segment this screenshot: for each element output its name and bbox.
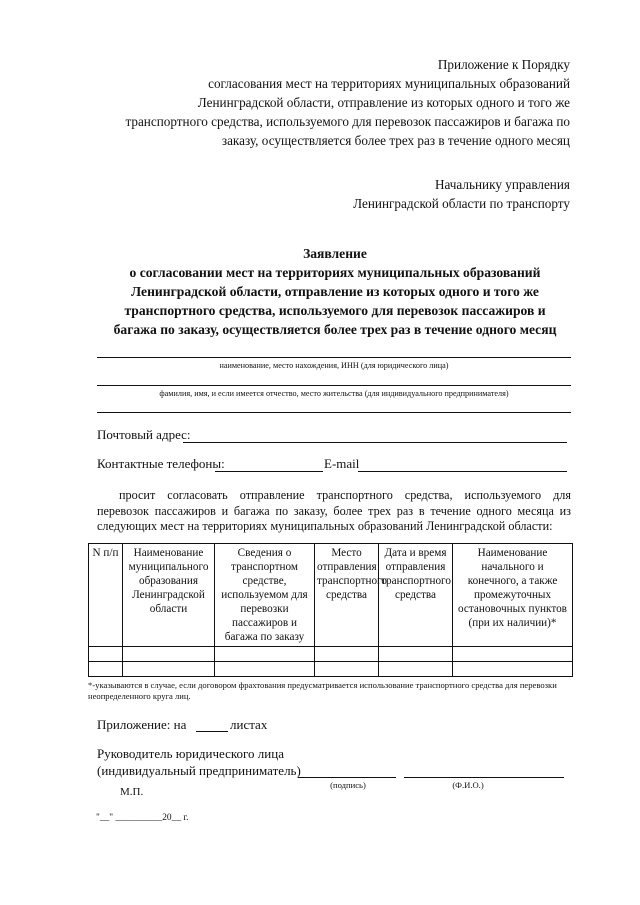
postal-address-label: Почтовый адрес:	[97, 427, 191, 442]
title-heading: Заявление	[303, 246, 367, 261]
col-header-municipality: Наименование муниципального образования Ленинградской области	[123, 544, 215, 647]
table-row	[89, 647, 573, 662]
title-line: Ленинградской области, отправление из которых одного и того же	[131, 284, 539, 299]
footnote: *-указываются в случае, если договором фрахтования предусматривается использование транспортного средства для перевозки неопределенного круга лиц.	[88, 680, 557, 701]
table-cell[interactable]	[215, 647, 315, 662]
title-line: о согласовании мест на территориях муниципальных образований	[129, 265, 541, 280]
appendix-heading-line: Ленинградской области, отправление из которых одного и того же	[197, 95, 570, 110]
individual-caption: фамилия, имя, и если имеется отчество, место жительства (для индивидуального предпринимателя)	[159, 389, 509, 398]
appendix-heading-line: согласования мест на территориях муниципальных образований	[208, 76, 570, 91]
table-cell[interactable]	[89, 647, 123, 662]
addressee-line: Начальнику управления	[434, 177, 570, 192]
addressee	[270, 175, 570, 213]
signature-role-line2: (индивидуальный предприниматель)	[97, 763, 301, 778]
request-text: просит согласовать отправление транспортного средства, используемого для перевозок пассажиров и багажа по заказу, более трех раз в течение одного месяца из следующих мест на территориях муниципальных образований Ленинградской области:	[97, 488, 571, 533]
date-field[interactable]: "__" __________20__ г.	[96, 813, 189, 823]
stamp-placeholder: М.П.	[120, 786, 144, 798]
table-cell[interactable]	[379, 647, 453, 662]
table-cell[interactable]	[453, 647, 573, 662]
table-cell[interactable]	[215, 662, 315, 677]
attachment-prefix: Приложение: на	[97, 717, 187, 732]
col-header-stops: Наименование начального и конечного, а также промежуточных остановочных пунктов (при их наличии)*	[453, 544, 573, 647]
table-cell[interactable]	[453, 662, 573, 677]
individual-field-line[interactable]	[97, 385, 571, 386]
table-row	[89, 662, 573, 677]
title-line: багажа по заказу, осуществляется более трех раз в течение одного месяц	[113, 322, 557, 337]
appendix-heading	[100, 55, 570, 150]
col-header-vehicle: Сведения о транспортном средстве, используемом для перевозки пассажиров и багажа по заказу	[215, 544, 315, 647]
signature-field[interactable]	[298, 777, 396, 778]
appendix-heading-line: транспортного средства, используемого для перевозок пассажиров и багажа по	[125, 114, 570, 129]
table-cell[interactable]	[123, 647, 215, 662]
legal-entity-field-line[interactable]	[97, 357, 571, 358]
appendix-heading-line: заказу, осуществляется более трех раз в течение одного месяц	[221, 133, 570, 148]
phones-label: Контактные телефоны:	[97, 456, 225, 471]
appendix-heading-line: Приложение к Порядку	[437, 57, 570, 72]
attachment-pages-field[interactable]	[196, 731, 228, 732]
table-cell[interactable]	[315, 647, 379, 662]
postal-address-field[interactable]	[183, 442, 567, 443]
col-header-departure-place: Место отправления транспортного средства	[315, 544, 379, 647]
attachment-suffix: листах	[230, 717, 268, 732]
table-header-row	[89, 544, 573, 647]
full-name-caption: (Ф.И.О.)	[452, 780, 484, 790]
signature-role-line1: Руководитель юридического лица	[97, 746, 284, 761]
full-name-field[interactable]	[404, 777, 564, 778]
document-title	[95, 244, 575, 339]
phones-field[interactable]	[215, 471, 323, 472]
email-field[interactable]	[358, 471, 567, 472]
col-header-number: N п/п	[89, 544, 123, 647]
table-cell[interactable]	[123, 662, 215, 677]
title-line: транспортного средства, используемого для перевозок пассажиров и	[124, 303, 546, 318]
locations-table	[88, 543, 573, 677]
addressee-line: Ленинградской области по транспорту	[353, 196, 570, 211]
signature-caption: (подпись)	[330, 780, 366, 790]
table-cell[interactable]	[315, 662, 379, 677]
table-cell[interactable]	[89, 662, 123, 677]
table-cell[interactable]	[379, 662, 453, 677]
applicant-extra-line[interactable]	[97, 412, 571, 413]
email-label: E-mail	[324, 456, 360, 471]
col-header-departure-time: Дата и время отправления транспортного средства	[379, 544, 453, 647]
request-paragraph	[97, 488, 571, 535]
legal-entity-caption: наименование, место нахождения, ИНН (для юридического лица)	[219, 361, 449, 370]
